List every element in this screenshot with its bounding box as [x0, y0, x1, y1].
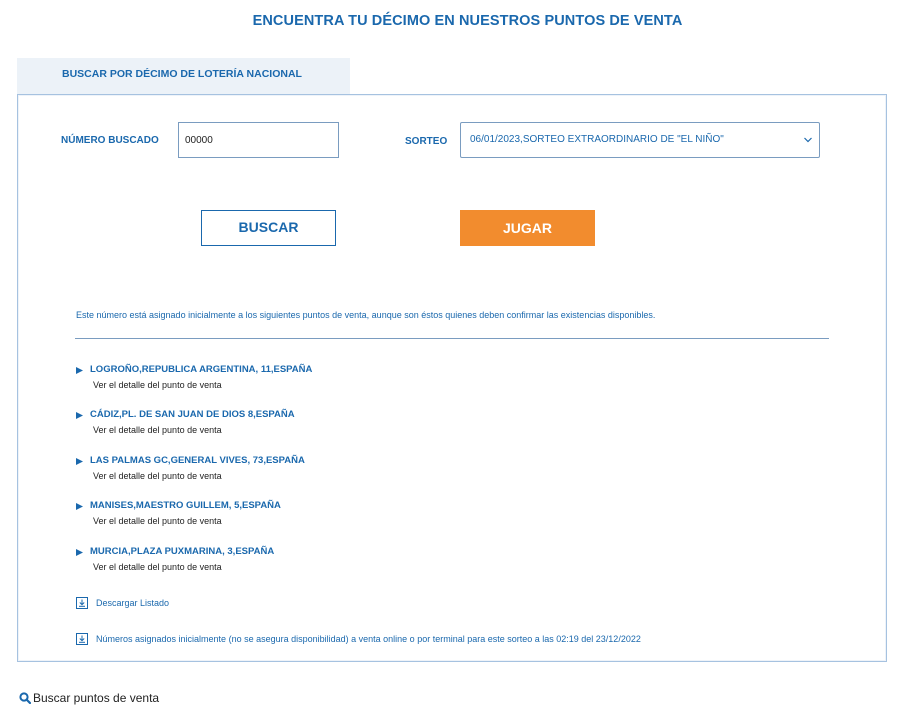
punto-venta-name[interactable]: LAS PALMAS GC,GENERAL VIVES, 73,ESPAÑA: [90, 455, 305, 466]
download-list-label[interactable]: Descargar Listado: [96, 598, 170, 608]
page-title: ENCUENTRA TU DÉCIMO EN NUESTROS PUNTOS DE VENTA: [252, 13, 683, 29]
punto-venta-detail-link[interactable]: Ver el detalle del punto de venta: [93, 425, 222, 435]
punto-venta-name[interactable]: MURCIA,PLAZA PUXMARINA, 3,ESPAÑA: [90, 546, 275, 557]
punto-venta-detail-link[interactable]: Ver el detalle del punto de venta: [93, 562, 222, 572]
triangle-right-icon: [76, 458, 83, 465]
sorteo-select[interactable]: [460, 122, 820, 158]
download-assigned-label[interactable]: Números asignados inicialmente (no se asegura disponibilidad) a venta online o por terminal para este sorteo a las 02:19 del 23/12/2022: [96, 634, 641, 644]
results-info-text: Este número está asignado inicialmente a los siguientes puntos de venta, aunque son éstos quienes deben confirmar las existencias disponibles.: [76, 310, 656, 320]
triangle-right-icon: [76, 549, 83, 556]
download-icon: [76, 597, 88, 609]
punto-venta-detail-link[interactable]: Ver el detalle del punto de venta: [93, 471, 222, 481]
buscar-puntos-venta-label[interactable]: Buscar puntos de venta: [33, 691, 160, 705]
results-divider: [75, 338, 829, 339]
download-icon: [76, 633, 88, 645]
numero-buscado-input[interactable]: [178, 122, 339, 158]
sorteo-label: SORTEO: [405, 136, 448, 147]
punto-venta-detail-link[interactable]: Ver el detalle del punto de venta: [93, 516, 222, 526]
triangle-right-icon: [76, 367, 83, 374]
numero-buscado-label: NÚMERO BUSCADO: [61, 135, 159, 146]
punto-venta-detail-link[interactable]: Ver el detalle del punto de venta: [93, 380, 222, 390]
buscar-button[interactable]: BUSCAR: [201, 210, 336, 246]
tab-buscar-decimo[interactable]: BUSCAR POR DÉCIMO DE LOTERÍA NACIONAL: [17, 58, 350, 94]
jugar-button[interactable]: JUGAR: [460, 210, 595, 246]
punto-venta-name[interactable]: MANISES,MAESTRO GUILLEM, 5,ESPAÑA: [90, 500, 281, 511]
punto-venta-name[interactable]: CÁDIZ,PL. DE SAN JUAN DE DIOS 8,ESPAÑA: [90, 409, 295, 420]
triangle-right-icon: [76, 503, 83, 510]
search-panel: [17, 94, 887, 662]
punto-venta-name[interactable]: LOGROÑO,REPUBLICA ARGENTINA, 11,ESPAÑA: [90, 364, 313, 375]
triangle-right-icon: [76, 412, 83, 419]
search-icon: [19, 692, 31, 704]
sorteo-selected-value: 06/01/2023,SORTEO EXTRAORDINARIO DE "EL NIÑO": [470, 134, 724, 145]
chevron-down-icon: [803, 135, 813, 145]
buscar-puntos-venta-link[interactable]: [19, 691, 159, 705]
